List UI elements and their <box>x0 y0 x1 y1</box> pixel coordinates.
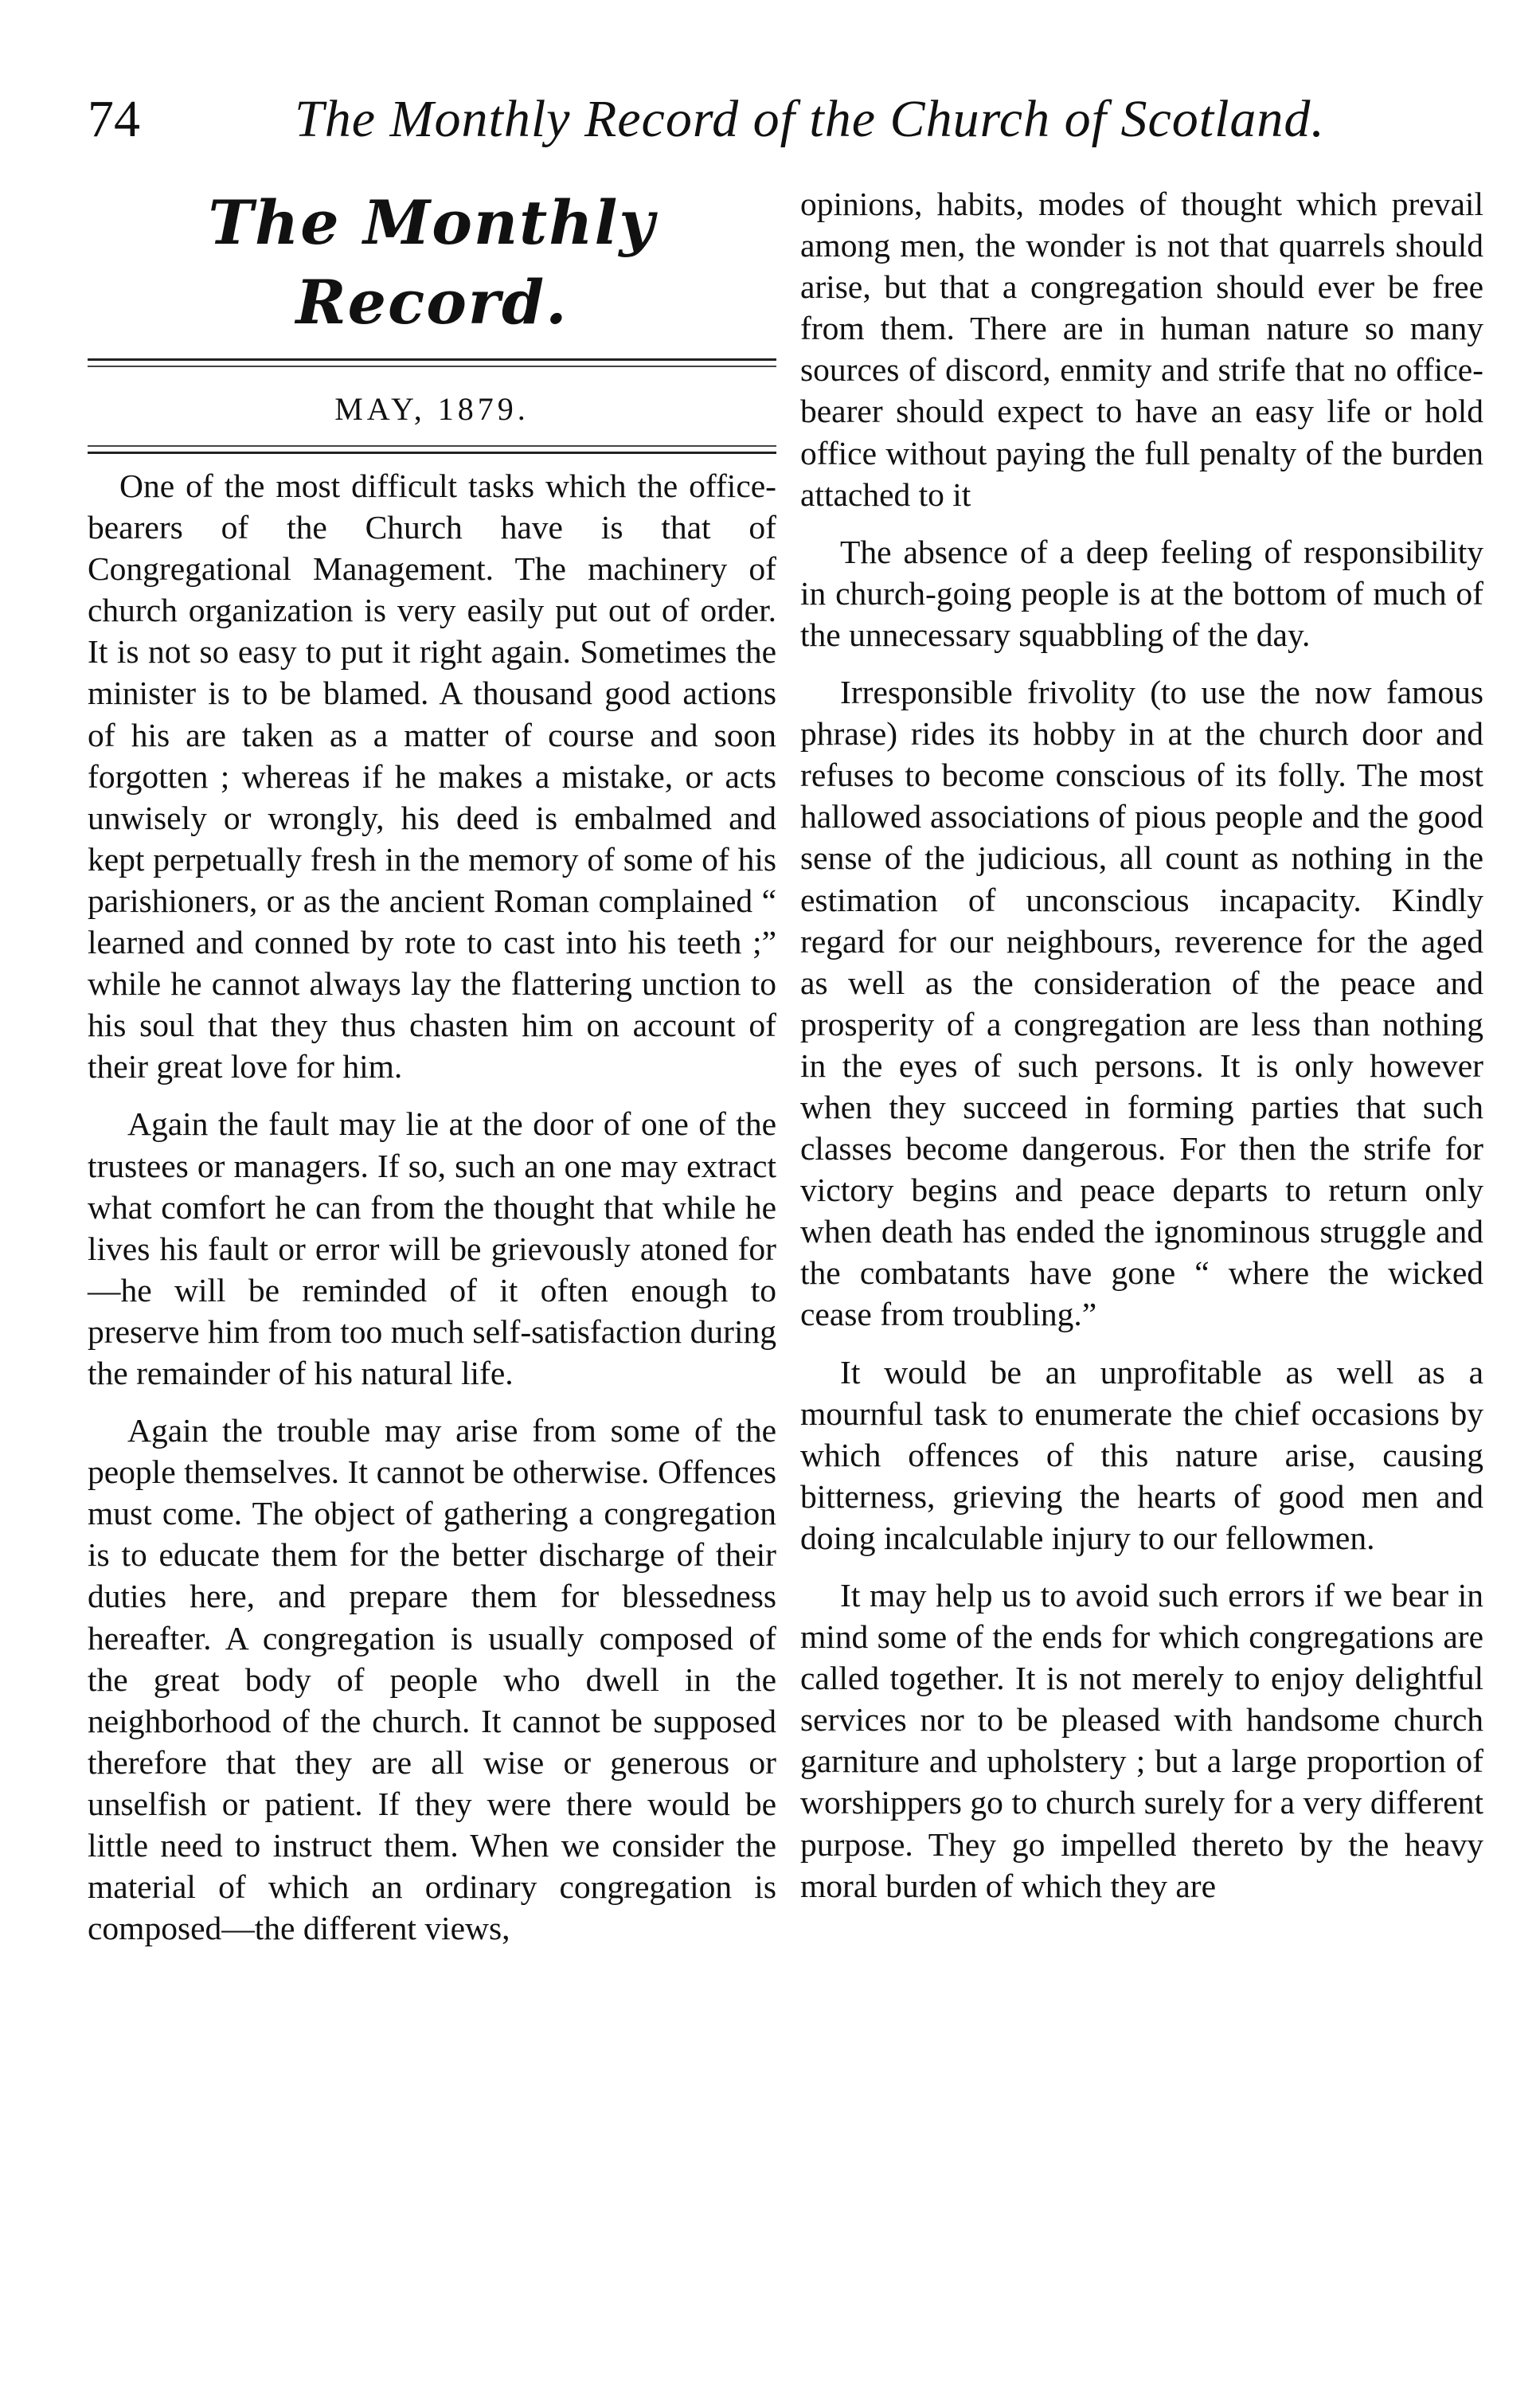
article-paragraph: It would be an unprofitable as well as a mournful task to enumerate the chief occasions by which offences of this nature arise, causing bitterness, grieving the hearts of good men and doing incalculable injury to our fellowmen. <box>800 1353 1483 1556</box>
rule <box>88 358 776 361</box>
page-number: 74 <box>88 90 140 148</box>
rule <box>88 445 776 447</box>
masthead-rule-top <box>88 358 776 367</box>
article-paragraph: Again the fault may lie at the door of one of the trustees or managers. If so, such an one may extract what comfort he can from the thought that while he lives his fault or error will be grievously atoned for—he will be reminded of it often enough to preserve him from too much self-satisfaction during the remainder of his natural life. <box>88 1105 776 1391</box>
masthead-title: The Monthly Record. <box>208 187 656 338</box>
right-column <box>800 183 1483 1923</box>
article-paragraph-continuation: opinions, habits, modes of thought which prevail among men, the wonder is not that quarrels should arise, but that a congregation should ever be free from them. There are in human nature so many sources of discord, enmity and strife that no office-bearer should expect to have an easy life or hold office without paying the full penalty of the burden attached to it <box>800 186 1483 513</box>
left-column <box>88 183 776 1965</box>
rule <box>88 366 776 367</box>
article-paragraph: It may help us to avoid such errors if we bear in mind some of the ends for which congregations are called together. It is not merely to enjoy delightful services nor to be pleased with handsome church garniture and upholstery ; but a large proportion of worshippers go to church surely for a very different purpose. They go impelled thereto by the heavy moral burden of which they are <box>800 1577 1483 1904</box>
article-paragraph: Again the trouble may arise from some of the people themselves. It cannot be otherwise. Offences must come. The object of gathering a congregation is to educate them for the better discharge of their duties here, and prepare them for blessedness hereafter. A congregation is usually composed of the great body of people who dwell in the neighborhood of the church. It cannot be supposed therefore that they are all wise or generous or unselfish or patient. If they were there would be little need to instruct them. When we consider the material of which an ordinary congregation is composed—the different views, <box>88 1412 776 1947</box>
rule <box>88 452 776 454</box>
running-title: The Monthly Record of the Church of Scotland. <box>295 90 1325 148</box>
article-paragraph: One of the most difficult tasks which the office-bearers of the Church have is that of Congregational Management. The machinery of church organization is very easily put out of order. It is not so easy to put it right again. Sometimes the minister is to be blamed. A thousand good actions of his are taken as a matter of course and soon forgotten ; whereas if he makes a mistake, or acts unwisely or wrongly, his deed is embalmed and kept perpetually fresh in the memory of some of his parishioners, or as the ancient Roman complained “ learned and conned by rote to cast into his teeth ;” while he cannot always lay the flattering unction to his soul that they thus chasten him on account of their great love for him. <box>88 467 776 1086</box>
article-paragraph: Irresponsible frivolity (to use the now famous phrase) rides its hobby in at the church door and refuses to become conscious of its folly. The most hallowed associations of pious people and the good sense of the judicious, all count as nothing in the estimation of unconscious incapacity. Kindly regard for our neighbours, reverence for the aged as well as the consideration of the peace and prosperity of a congregation are less than nothing in the eyes of such persons. It is only however when they succeed in forming parties that such classes become dangerous. For then the strife for victory begins and peace departs to return only when death has ended the ignominous struggle and the combatants have gone “ where the wicked cease from troubling.” <box>800 674 1483 1333</box>
running-head <box>88 89 1378 161</box>
article-paragraph: The absence of a deep feeling of responsibility in church-going people is at the bottom of much of the unnecessary squabbling of the day. <box>800 533 1483 653</box>
masthead-rule-bottom <box>88 445 776 454</box>
issue-date: MAY, 1879. <box>334 391 530 427</box>
